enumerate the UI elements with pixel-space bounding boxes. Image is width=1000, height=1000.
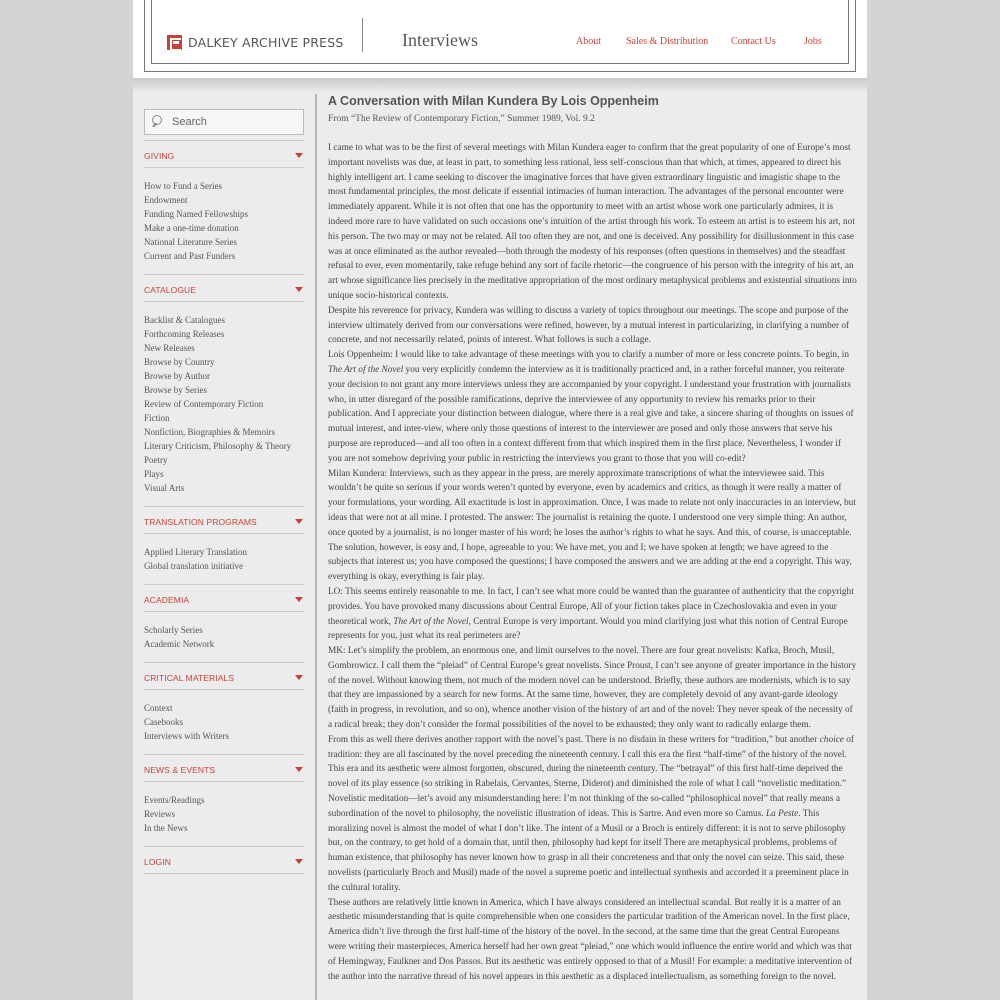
sidebar-section-title: LOGIN xyxy=(144,856,171,867)
top-nav xyxy=(133,36,867,50)
sidebar-link[interactable]: Current and Past Funders xyxy=(144,251,236,261)
sidebar-link[interactable]: Literary Criticism, Philosophy & Theory xyxy=(144,441,292,451)
sidebar-link[interactable]: Academic Network xyxy=(144,639,215,649)
book-title: The Art of the Novel xyxy=(328,364,404,375)
sidebar xyxy=(144,109,304,874)
emphasis: choice xyxy=(819,734,844,745)
sidebar-link[interactable]: Global translation initiative xyxy=(144,561,243,571)
sidebar-section xyxy=(144,662,304,754)
book-title: The Art of the Novel xyxy=(393,616,469,627)
chevron-down-icon[interactable] xyxy=(295,767,303,772)
sidebar-section-header[interactable] xyxy=(144,144,304,168)
sidebar-section-title: TRANSLATION PROGRAMS xyxy=(144,516,257,527)
sidebar-section-header[interactable] xyxy=(144,758,304,782)
sidebar-link[interactable]: Casebooks xyxy=(144,717,183,727)
sidebar-link[interactable]: Endowment xyxy=(144,195,188,205)
sidebar-section-header[interactable] xyxy=(144,850,304,874)
sidebar-section xyxy=(144,846,304,874)
sidebar-link[interactable]: Backlist & Catalogues xyxy=(144,315,225,325)
article-title: A Conversation with Milan Kundera By Lois Oppenheim xyxy=(328,94,659,108)
article-text: . This moralizing novel is almost the model of what I don’t like. The intent of a Musil or a Broch is entirely different: it is not to serve philosophy but, on the contrary, to get hold of a domain that, until then, philosophy had kept for itself There are metaphysical problems, problems of human existence, that philosophy has never known how to grasp in all their concreteness and that only the novel can seize. This said, these novelists (particularly Broch and Musil) made of the novel a supreme poetic and intellectual synthesis and accorded it a preeminent place in the cultural totality. xyxy=(328,808,849,893)
sidebar-link[interactable]: Funding Named Fellowships xyxy=(144,209,249,219)
sidebar-link[interactable]: Browse by Author xyxy=(144,371,210,381)
header-shadow xyxy=(133,78,867,92)
sidebar-link[interactable]: Scholarly Series xyxy=(144,625,203,635)
sidebar-section-title: GIVING xyxy=(144,150,175,161)
search-icon xyxy=(151,115,165,129)
article-paragraph: Milan Kundera: Interviews, such as they appear in the press, are merely approximate transcriptions of what the interviewee said. This wouldn’t be quite so serious if your words weren’t quoted by everyone, even by academics and critics, as though it were really a matter of your formulations, your wording. All exactitude is lost in approximation. Once, I was made to relate not only inaccuracies in an interview, but ideas that were not at all mine. I protested. The answer: The journalist is retaining the quote. I understood one very simple thing: An author, once quoted by a journalist, is no longer master of his word; he loses the author’s rights to what he says. And this, of course, is unacceptable. The solution, however, is easy and, I hope, agreeable to you: We have met, you and I; we have spoken at length; we have agreed to the subjects that interest us; you have composed the questions; I have composed the answers and we are adding at the end a copyright. This way, everything is okay, everything is fair play. xyxy=(328,468,856,583)
article-paragraph xyxy=(328,733,857,896)
article-paragraph xyxy=(328,348,857,466)
sidebar-link[interactable]: Interviews with Writers xyxy=(144,731,229,741)
sidebar-link[interactable]: Reviews xyxy=(144,809,175,819)
nav-about[interactable]: About xyxy=(576,36,601,47)
sidebar-link[interactable]: Events/Readings xyxy=(144,795,205,805)
sidebar-link[interactable]: Plays xyxy=(144,469,164,479)
sidebar-section-header[interactable] xyxy=(144,588,304,612)
article-text: you very explicitly condemn the interview as it is traditionally practiced and, in a rather forceful manner, you reiterate your decision to not grant any more interviews unless they are accompanied by your copyright. I understand your frustration with journalists who, in utter disregard of the possible ramifications, deprive the interviewee of any opportunity to review his remarks prior to their publication. And I appreciate your distinction between dialogue, where there is a real give and take, a sincere sharing of thoughts on issues of mutual interest, and inter-view, where only those questions of interest to the interviewer are posed and only those answers that serve his purpose are reproduced—and all too often in a context different from that which inspired them in the first place. Nevertheless, I wonder if you are not somehow depriving your public in restricting the interviews you grant to those that you will co-edit? xyxy=(328,364,854,464)
sidebar-section xyxy=(144,274,304,506)
sidebar-section-header[interactable] xyxy=(144,510,304,534)
article-paragraph: MK: Let’s simplify the problem, an enormous one, and limit ourselves to the novel. There are four great novelists: Kafka, Broch, Musil, Gombrowicz. I call them the “pleiad” of Central Europe’s great novelists. Since Proust, I can’t see anyone of greater importance in the history of the novel. Without knowing them, not much of the modern novel can be understood. Briefly, these authors are modernists, which is to say that they are impassioned by a search for new forms. At the same time, however, they are completely devoid of any avant-garde ideology (faith in progress, in revolution, and so on), whence another vision of the history of art and of the novel: They never speak of the necessity of a radical break; they don’t consider the formal possibilities of the novel to be exhausted; they only want to radically enlarge them. xyxy=(328,646,857,731)
sidebar-link[interactable]: Fiction xyxy=(144,413,170,423)
sidebar-section xyxy=(144,584,304,662)
article-text: LO: This seems entirely reasonable to me. In fact, I can’t see what more could be wanted than the guarantee of authenticity that the copyright provides. You have provoked many discussions about Central Europe, All of your fiction takes place in Czechoslovakia and even in your theoretical work, xyxy=(328,586,854,627)
sidebar-section-title: CATALOGUE xyxy=(144,284,197,295)
article-paragraph: Despite his reverence for privacy, Kundera was willing to discuss a variety of topics throughout our meetings. The scope and purpose of the interview ultimately derived from our conversations were refined, however, by a mutual interest in particularizing, in clarifying a number of concrete, and not necessarily related, points of interest. What follows is such a collage. xyxy=(328,305,850,346)
sidebar-list xyxy=(144,168,304,274)
search-input[interactable] xyxy=(172,116,302,128)
sidebar-list xyxy=(144,612,304,662)
article-text: Lois Oppenheim: I would like to take advantage of these meetings with you to clarify a number of more or less concrete points. To begin, in xyxy=(328,350,849,361)
search-box xyxy=(144,109,304,135)
sidebar-link[interactable]: Nonfiction, Biographies & Memoirs xyxy=(144,427,275,437)
chevron-down-icon[interactable] xyxy=(295,153,303,158)
sidebar-section-header[interactable] xyxy=(144,278,304,302)
sidebar-link[interactable]: Context xyxy=(144,703,173,713)
article-text: From this as well there derives another rapport with the novel’s past. There is no disdain in these writers for “tradition,” but another xyxy=(328,734,820,745)
header-inner-frame xyxy=(151,0,849,64)
sidebar-link[interactable]: Browse by Series xyxy=(144,385,207,395)
sidebar-link[interactable]: Poetry xyxy=(144,455,168,465)
sidebar-section-title: NEWS & EVENTS xyxy=(144,764,216,775)
main-content xyxy=(328,93,857,984)
sidebar-section-title: ACADEMIA xyxy=(144,594,190,605)
sidebar-link[interactable]: Visual Arts xyxy=(144,483,185,493)
sidebar-link[interactable]: Applied Literary Translation xyxy=(144,547,247,557)
sidebar-link[interactable]: Make a one-time donation xyxy=(144,223,239,233)
sidebar-sections xyxy=(144,140,304,874)
sidebar-section xyxy=(144,506,304,584)
section-title: Interviews xyxy=(402,30,478,50)
article-paragraph xyxy=(328,585,857,644)
column-divider xyxy=(315,94,317,1000)
sidebar-link[interactable]: Forthcoming Releases xyxy=(144,329,225,339)
chevron-down-icon[interactable] xyxy=(295,287,303,292)
sidebar-link[interactable]: New Releases xyxy=(144,343,195,353)
nav-sales-distribution[interactable]: Sales & Distribution xyxy=(626,36,709,47)
book-title: La Peste xyxy=(765,808,799,819)
sidebar-list xyxy=(144,782,304,846)
article-text: of tradition: they are all fascinated by the novel preceding the nineteenth century. I call this era the first “half-time” of the history of the novel. This era and its aesthetic were almost forgotten, obscured, during the nineteenth century. The “betrayal” of this first half-time deprived the novel of its play essence (so striking in Rabelais, Cervantes, Sterne, Diderot) and diminished the role of what I call “novelistic meditation.” Novelistic meditation—let’s avoid any misunderstanding here: I’m not thinking of the so-called “philosophical novel” that really means a subordination of the novel to philosophy, the novelistic illustration of ideas. This is Sartre. And even more so Camus. xyxy=(328,734,855,819)
chevron-down-icon[interactable] xyxy=(295,597,303,602)
chevron-down-icon[interactable] xyxy=(295,519,303,524)
sidebar-list xyxy=(144,534,304,584)
article-source: From “The Review of Contemporary Fiction,” Summer 1989, Vol. 9.2 xyxy=(328,114,595,124)
sidebar-section-title: CRITICAL MATERIALS xyxy=(144,672,235,683)
sidebar-link[interactable]: Browse by Country xyxy=(144,357,215,367)
sidebar-link[interactable]: National Literature Series xyxy=(144,237,237,247)
sidebar-section xyxy=(144,754,304,846)
nav-contact-us[interactable]: Contact Us xyxy=(731,36,776,47)
article-text: , Central Europe is very important. Would you mind clarifying just what this notion of Central Europe represents for you, just what its real perimeters are? xyxy=(328,616,848,642)
logo-text: DALKEY ARCHIVE PRESS xyxy=(188,34,344,50)
sidebar-list xyxy=(144,690,304,754)
nav-jobs[interactable]: Jobs xyxy=(804,36,822,47)
article-paragraph: These authors are relatively little known in America, which I have always considered an intellectual scandal. But really it is a matter of an aesthetic misunderstanding that is quite comprehensible when one considers the particular tradition of the American novel. In the first place, America didn’t live through the first half-time of the history of the novel. In the second, at the same time that the great Central Europeans were writing their masterpieces, America herself had her own great “pleiad,” one which would influence the entire world and which was that of Hemingway, Faulkner and Dos Passos. But its aesthetic was entirely opposed to that of a Musil! For example: a meditative intervention of the author into the narrative thread of his novel appears in this aesthetic as a displaced intellectualism, as something foreign to the novel. xyxy=(328,897,853,982)
sidebar-link[interactable]: Review of Contemporary Fiction xyxy=(144,399,264,409)
sidebar-list xyxy=(144,302,304,506)
article-paragraph: I came to what was to be the first of several meetings with Milan Kundera eager to confirm that the great popularity of one of Europe’s most important novelists was due, at least in part, to something less rational, less self-conscious than that which, at times, appeared to direct his highly intelligent art. I came seeking to discover the imaginative forces that have given extraordinary linguistic and imagistic shape to the most fundamental principles, the most delicate if essential intimacies of human interaction. The advantages of the personal encounter were immediately apparent. While it is not often that one has the opportunity to meet with an artist whose work one particularly admires, it is indeed more rare to have validated on such occasions one’s intuition of the artist through his work. To esteem an artist is to esteem his art, not his person. The two may or may not be related. All too often they are not, and one is deceived. Any possibility for disillusionment in this case was at once eliminated as the author revealed—both through the modesty of his responses (often questions in themselves) and the steadfast refusal to ever, even momentarily, take refuge behind any sort of facile rhetoric—the congruence of his person with the integrity of his art, an art whose significance lies precisely in the meditative appropriation of the most ordinary metaphysical problems and existential situations into unique socio-historical contexts. xyxy=(328,143,857,301)
chevron-down-icon[interactable] xyxy=(295,675,303,680)
page xyxy=(133,0,867,1000)
site-header xyxy=(133,0,867,78)
sidebar-link[interactable]: In the News xyxy=(144,823,188,833)
article-body xyxy=(328,141,857,984)
chevron-down-icon[interactable] xyxy=(295,859,303,864)
sidebar-section xyxy=(144,140,304,274)
sidebar-section-header[interactable] xyxy=(144,666,304,690)
sidebar-link[interactable]: How to Fund a Series xyxy=(144,181,222,191)
